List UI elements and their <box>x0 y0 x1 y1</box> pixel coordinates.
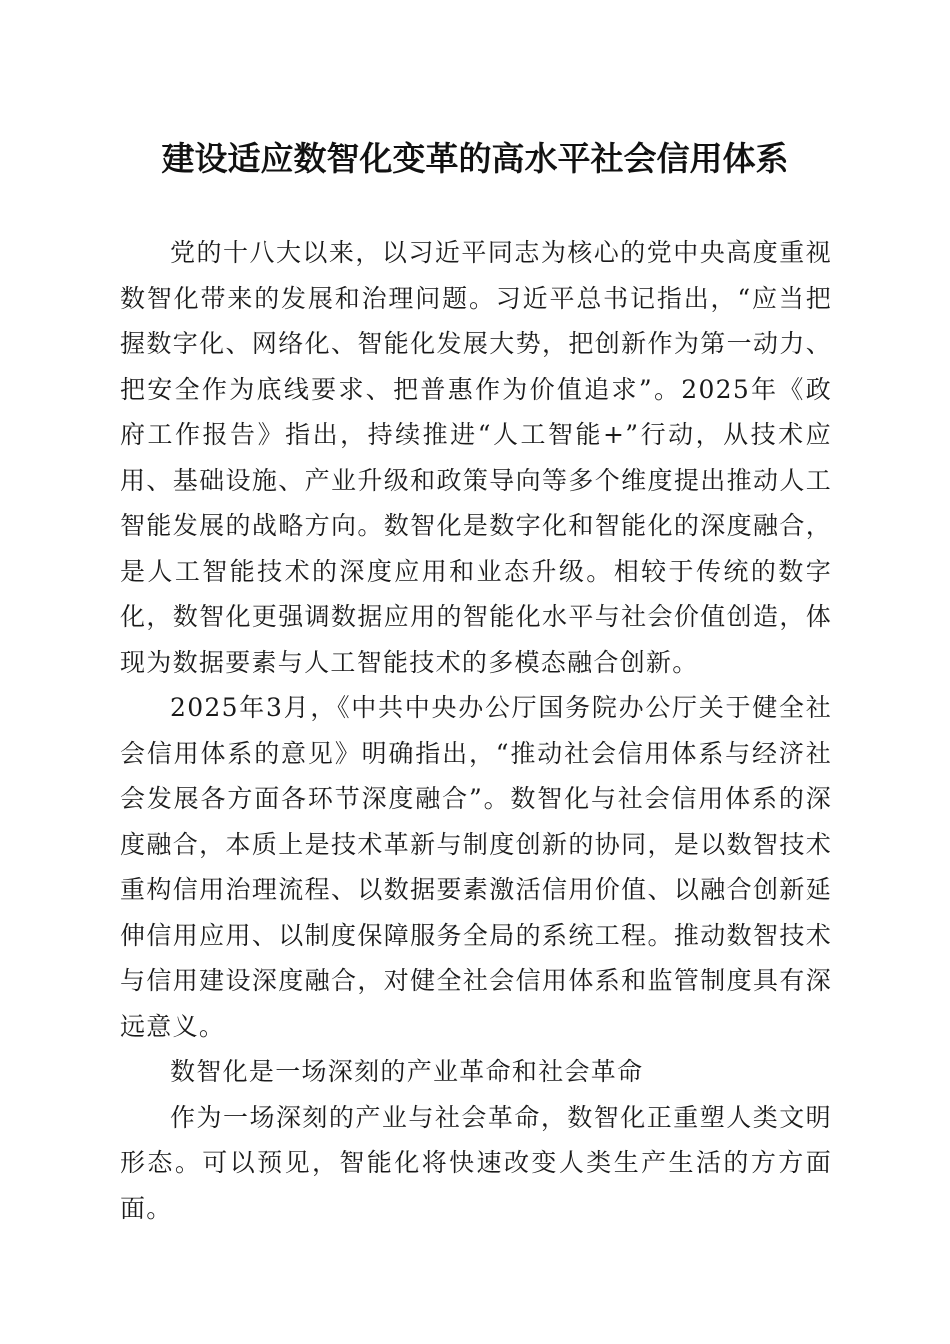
paragraph-intro: 党的十八大以来，以习近平同志为核心的党中央高度重视数智化带来的发展和治理问题。习近平总书记指出，“应当把握数字化、网络化、智能化发展大势，把创新作为第一动力、把安全作为底线要求、把普惠作为价值追求”。2025年《政府工作报告》指出，持续推进“人工智能+”行动，从技术应用、基础设施、产业升级和政策导向等多个维度提出推动人工智能发展的战略方向。数智化是数字化和智能化的深度融合，是人工智能技术的深度应用和业态升级。相较于传统的数字化，数智化更强调数据应用的智能化水平与社会价值创造，体现为数据要素与人工智能技术的多模态融合创新。 <box>120 238 832 677</box>
document-body <box>120 230 832 1231</box>
section-heading: 数智化是一场深刻的产业革命和社会革命 <box>170 1057 644 1086</box>
paragraph-revolution: 作为一场深刻的产业与社会革命，数智化正重塑人类文明形态。可以预见，智能化将快速改变人类生产生活的方方面面。 <box>120 1102 832 1223</box>
paragraph-opinion: 2025年3月，《中共中央办公厅国务院办公厅关于健全社会信用体系的意见》明确指出，“推动社会信用体系与经济社会发展各方面各环节深度融合”。数智化与社会信用体系的深度融合，本质上是技术革新与制度创新的协同，是以数智技术重构信用治理流程、以数据要素激活信用价值、以融合创新延伸信用应用、以制度保障服务全局的系统工程。推动数智技术与信用建设深度融合，对健全社会信用体系和监管制度具有深远意义。 <box>120 693 832 1041</box>
document-title: 建设适应数智化变革的高水平社会信用体系 <box>161 139 789 178</box>
